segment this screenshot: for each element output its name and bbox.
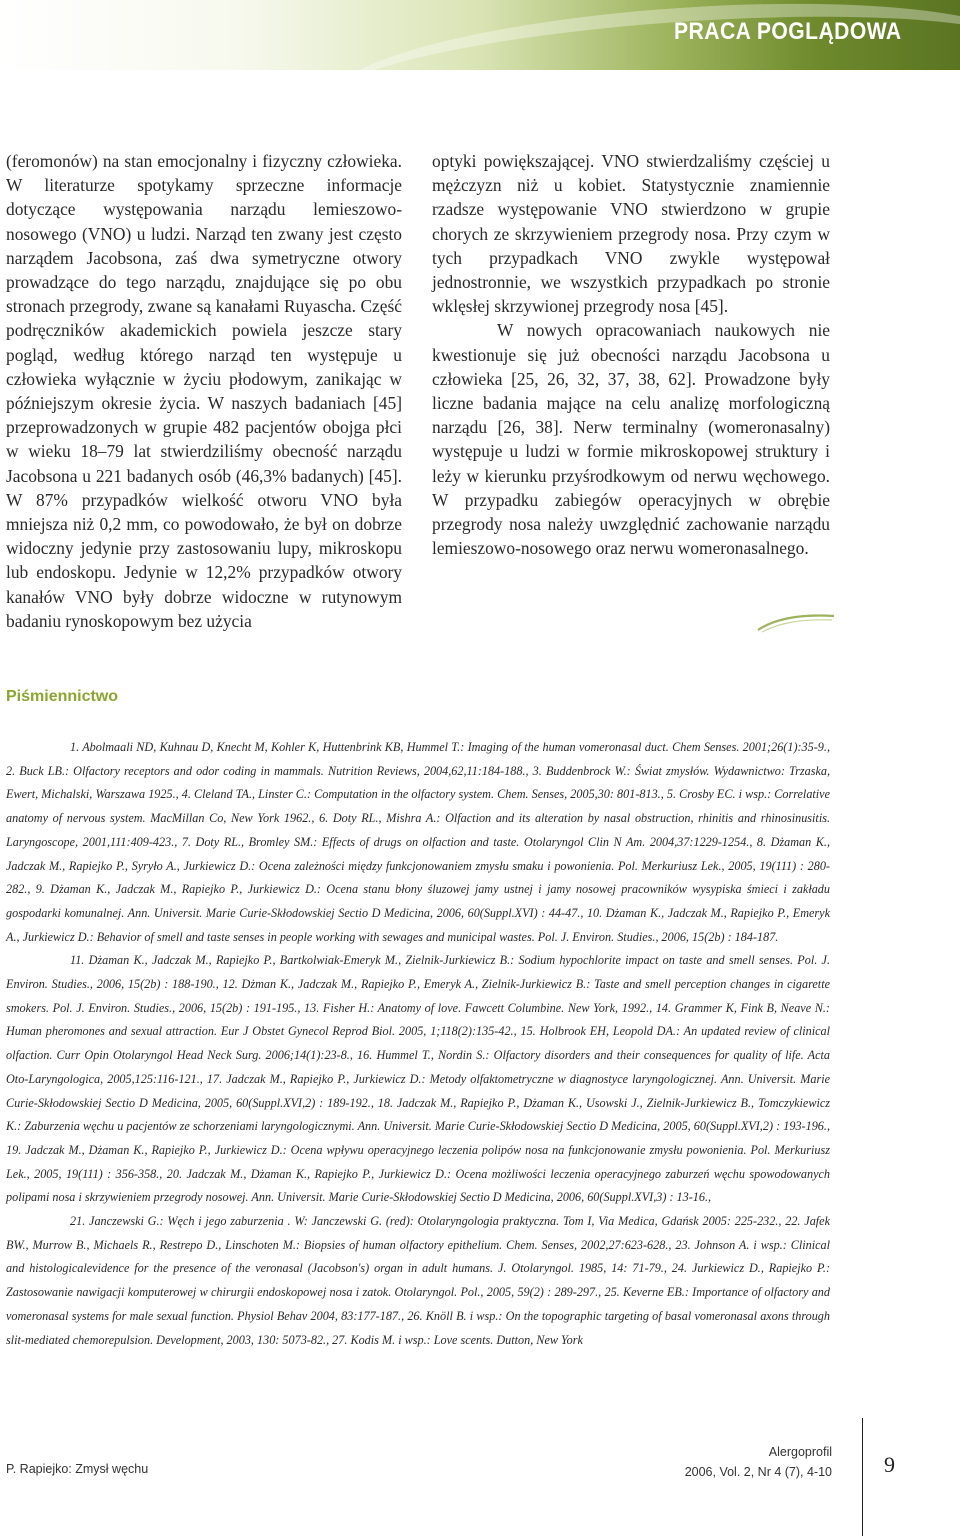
footer-author-title: P. Rapiejko: Zmysł węchu (6, 1462, 149, 1476)
body-paragraph: optyki powiększającej. VNO stwierdzaliśmy częściej u mężczyzn niż u kobiet. Statystycznie znamiennie rzadsze występowanie VNO stwierdzono w grupie chorych ze skrzywieniem przegrody nosa. Przy czym w tych przypadkach VNO zwykle występował jednostronnie, we wszystkich przypadkach po stronie wklęsłej skrzywionej przegrody nosa [45]. (432, 151, 830, 317)
section-title: PRACA POGLĄDOWA (674, 18, 902, 45)
page-number: 9 (884, 1452, 895, 1477)
body-paragraph: (feromonów) na stan emocjonalny i fizyczny człowieka. W literaturze spotykamy sprzeczne informacje dotyczące występowania narządu lemieszowo-nosowego (VNO) u ludzi. Narząd ten zwany jest często narządem Jacobsona, zaś dwa symetryczne otwory prowadzące do tego narządu, znajdujące się po obu stronach przegrody, zwane są kanałami Ruyascha. Część podręczników akademickich powiela jeszcze stary pogląd, według którego narząd ten występuje u człowieka wyłącznie w życiu płodowym, zanikając w późniejszym okresie życia. W naszych badaniach [45] przeprowadzonych w grupie 482 pacjentów obojga płci w wieku 18–79 lat stwierdziliśmy obecność narządu Jacobsona u 221 badanych osób (46,3% badanych) [45]. W 87% przypadków wielkość otworu VNO była mniejsza niż 0,2 mm, co powodowało, że był on dobrze widoczny jedynie przy zastosowaniu lupy, mikroskopu lub endoskopu. Jedynie w 12,2% przypadków otwory kanałów VNO były dobrze widoczne w rutynowym badaniu rynoskopowym bez użycia (6, 151, 402, 631)
footer-issue: 2006, Vol. 2, Nr 4 (7), 4-10 (684, 1465, 832, 1479)
body-right-column (432, 149, 830, 560)
swash-ornament-icon (756, 606, 836, 636)
references-paragraph: 1. Abolmaali ND, Kuhnau D, Knecht M, Kohler K, Huttenbrink KB, Hummel T.: Imaging of the human vomeronasal duct. Chem Senses. 2001;26(1):35-9., 2. Buck LB.: Olfactory receptors and odor coding in mammals. Nutrition Reviews, 2004,62,11:184-188., 3. Buddenbrock W.: Świat zmysłów. Wydawnictwo: Trzaska, Ewert, Michalski, Warszawa 1925., 4. Cleland TA., Linster C.: Computation in the olfactory system. Chem. Senses, 2005,30: 801-813., 5. Crosby EC. i wsp.: Correlative anatomy of nervous system. MacMillan Co, New York 1962., 6. Doty RL., Mishra A.: Olfaction and its alteration by nasal obstruction, rhinitis and rhinosinusitis. Laryngoscope, 2001,111:409-423., 7. Doty RL., Bromley SM.: Effects of drugs on olfaction and taste. Otolaryngol Clin N Am. 2004,37:1229-1254., 8. Dżaman K., Jadczak M., Rapiejko P., Syryło A., Jurkiewicz D.: Ocena zależności między funkcjonowaniem zmysłu smaku i powonienia. Pol. Merkuriusz Lek., 2005, 19(111) : 280-282., 9. Dżaman K., Jadczak M., Rapiejko P., Jurkiewicz D.: Ocena stanu błony śluzowej jamy ustnej i jamy nosowej pracowników wysypiska śmieci i zakładu gospodarki komunalnej. Ann. Universit. Marie Curie-Skłodowskiej Sectio D Medicina, 2006, 60(Suppl.XVI) : 44-47., 10. Dżaman K., Jadczak M., Rapiejko P., Emeryk A., Jurkiewicz D.: Behavior of smell and taste senses in people working with sewages and municipal wastes. Pol. J. Environ. Studies., 2006, 15(2b) : 184-187. (6, 740, 830, 944)
references-paragraph: 11. Dżaman K., Jadczak M., Rapiejko P., Bartkolwiak-Emeryk M., Zielnik-Jurkiewicz B.: Sodium hypochlorite impact on taste and smell senses. Pol. J. Environ. Studies., 2006, 15(2b) : 188-190., 12. Dżman K., Jadczak M., Rapiejko P., Emeryk A., Zielnik-Jurkiewicz B.: Taste and smell perception changes in cigarette smokers. Pol. J. Environ. Studies., 2006, 15(2b) : 191-195., 13. Fisher H.: Anatomy of love. Fawcett Columbine. New York, 1992., 14. Grammer K, Fink B, Neave N.: Human pheromones and sexual attraction. Eur J Obstet Gynecol Reprod Biol. 2005, 1;118(2):135-42., 15. Holbrook EH, Leopold DA.: An updated review of clinical olfaction. Curr Opin Otolaryngol Head Neck Surg. 2006;14(1):23-8., 16. Hummel T., Nordin S.: Olfactory disorders and their consequences for quality of life. Acta Oto-Laryngologica, 2005,125:116-121., 17. Jadczak M., Rapiejko P., Jurkiewicz D.: Metody olfaktometryczne w diagnostyce laryngologicznej. Ann. Universit. Marie Curie-Skłodowskiej Sectio D Medicina, 2005, 60(Suppl.XVI,2) : 189-192., 18. Jadczak M., Rapiejko P., Dżaman K., Usowski J., Zielnik-Jurkiewicz B., Tomczykiewicz K.: Zaburzenia węchu u pacjentów ze schorzeniami laryngologicznymi. Ann. Universit. Marie Curie-Skłodowskiej Sectio D Medicina, 2005, 60(Suppl.XVI,2) : 193-196., 19. Jadczak M., Dżaman K., Rapiejko P., Jurkiewicz D.: Ocena wpływu operacyjnego leczenia polipów nosa na funkcjonowanie zmysłu powonienia. Pol. Merkuriusz Lek., 2005, 19(111) : 356-358., 20. Jadczak M., Dżaman K., Rapiejko P., Jurkiewicz D.: Ocena możliwości leczenia operacyjnego zaburzeń węchu spowodowanych polipami nosa i skrzywieniem przegrody nosowej. Ann. Universit. Marie Curie-Skłodowskiej Sectio D Medicina, 2006, 60(Suppl.XVI,3) : 13-16., (6, 953, 830, 1205)
references-list (6, 736, 830, 1352)
footer-journal-name: Alergoprofil (768, 1445, 832, 1459)
footer-divider (862, 1418, 863, 1536)
footer-journal-info (685, 1442, 832, 1482)
header-band (0, 0, 960, 70)
body-paragraph: W nowych opracowaniach naukowych nie kwestionuje się już obecności narządu Jacobsona u człowieka [25, 26, 32, 37, 38, 62]. Prowadzone były liczne badania mające na celu analizę morfologiczną narządu [26, 38]. Nerw terminalny (womeronasalny) występuje u ludzi w formie mikroskopowej struktury i leży w kierunku przyśrodkowym od nerwu węchowego. W przypadku zabiegów operacyjnych w obrębie przegrody nosa należy uwzględnić zachowanie narządu lemieszowo-nosowego oraz nerwu womeronasalnego. (432, 320, 830, 559)
body-left-column (6, 149, 402, 633)
references-paragraph: 21. Janczewski G.: Węch i jego zaburzenia . W: Janczewski G. (red): Otolaryngologia praktyczna. Tom I, Via Medica, Gdańsk 2005: 225-232., 22. Jafek BW., Murrow B., Michaels R., Restrepo D., Linschoten M.: Biopsies of human olfactory epithelium. Chem. Senses, 2002,27:623-628., 23. Johnson A. i wsp.: Clinical and histologicalevidence for the presence of the veronasal (Jacobson's) organ in adult humans. J. Otolaryngol. 1985, 14: 71-79., 24. Jurkiewicz D., Rapiejko P.: Zastosowanie nawigacji komputerowej w chirurgii endoskopowej nosa i zatok. Otolaryngol. Pol., 2005, 59(2) : 289-297., 25. Keverne EB.: Importance of olfactory and vomeronasal systems for male sexual function. Physiol Behav 2004, 83:177-187., 26. Knöll B. i wsp.: On the topographic targeting of basal vomeronasal axons through slit-mediated chemorepulsion. Development, 2003, 130: 5073-82., 27. Kodis M. i wsp.: Love scents. Dutton, New York (6, 1214, 830, 1347)
references-heading: Piśmiennictwo (6, 688, 119, 705)
